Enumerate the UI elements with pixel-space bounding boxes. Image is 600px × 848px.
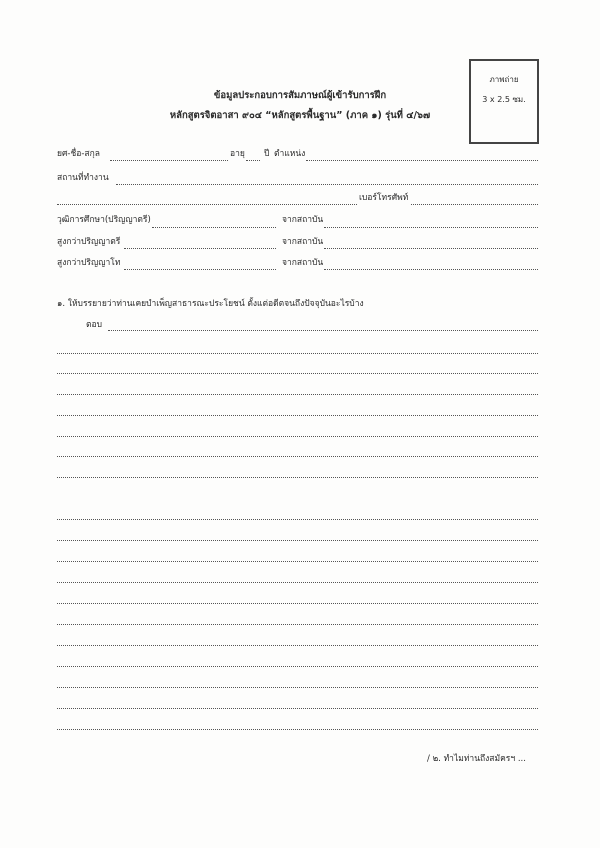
position-field[interactable]: [306, 160, 538, 161]
edu-bachelor-field[interactable]: [152, 227, 276, 228]
edu-doctor-label: สูงกว่าปริญญาโท: [57, 258, 121, 268]
answer-line[interactable]: [57, 456, 538, 457]
answer-line[interactable]: [57, 561, 538, 562]
position-label: ตำแหน่ง: [274, 149, 306, 159]
answer-line[interactable]: [57, 624, 538, 625]
answer-line[interactable]: [57, 687, 538, 688]
answer-line[interactable]: [57, 519, 538, 520]
workplace-field[interactable]: [116, 184, 538, 185]
photo-box: [469, 59, 539, 144]
institution-label-2: จากสถาบัน: [282, 237, 324, 247]
answer-line[interactable]: [57, 373, 538, 374]
phone-label: เบอร์โทรศัพท์: [359, 193, 409, 203]
institution-label-3: จากสถาบัน: [282, 258, 324, 268]
answer-line[interactable]: [57, 666, 538, 667]
workplace-label: สถานที่ทำงาน: [57, 173, 109, 183]
age-label: อายุ: [230, 149, 245, 159]
answer-line[interactable]: [57, 582, 538, 583]
photo-size: 3 x 2.5 ซม.: [482, 95, 526, 104]
year-label: ปี: [264, 149, 270, 159]
answer-line[interactable]: [57, 603, 538, 604]
answer-line[interactable]: [57, 708, 538, 709]
workplace-field-continued[interactable]: [57, 204, 357, 205]
phone-field[interactable]: [411, 204, 538, 205]
answer-line[interactable]: [57, 394, 538, 395]
photo-label: ภาพถ่าย: [489, 75, 519, 84]
answer-line[interactable]: [57, 477, 538, 478]
answer-line[interactable]: [57, 415, 538, 416]
answer-line[interactable]: [57, 540, 538, 541]
age-field[interactable]: [246, 160, 260, 161]
next-page-note: / ๒. ทำไมท่านถึงสมัครฯ ...: [427, 754, 526, 764]
form-subtitle: หลักสูตรจิตอาสา ๙๐๔ “หลักสูตรพื้นฐาน” (ภาค ๑) รุ่นที่ ๔/๖๗: [169, 110, 431, 121]
institution-field-1[interactable]: [324, 227, 538, 228]
edu-master-field[interactable]: [124, 248, 276, 249]
answer-line[interactable]: [57, 353, 538, 354]
answer-line[interactable]: [57, 729, 538, 730]
name-label: ยศ-ชื่อ-สกุล: [57, 149, 100, 159]
question-1-text: ๑. ให้บรรยายว่าท่านเคยบำเพ็ญสาธารณะประโยชน์ ตั้งแต่อดีตจนถึงปัจจุบันอะไรบ้าง: [57, 299, 364, 309]
edu-master-label: สูงกว่าปริญญาตรี: [57, 237, 121, 247]
edu-bachelor-label: วุฒิการศึกษา(ปริญญาตรี): [57, 215, 151, 225]
answer-line[interactable]: [108, 330, 538, 331]
institution-field-2[interactable]: [324, 248, 538, 249]
institution-label-1: จากสถาบัน: [282, 215, 324, 225]
answer-line[interactable]: [57, 436, 538, 437]
answer-label: ตอบ: [86, 320, 103, 330]
form-title: ข้อมูลประกอบการสัมภาษณ์ผู้เข้ารับการฝึก: [213, 90, 387, 101]
institution-field-3[interactable]: [324, 269, 538, 270]
name-field[interactable]: [110, 160, 228, 161]
answer-line[interactable]: [57, 645, 538, 646]
edu-doctor-field[interactable]: [124, 269, 276, 270]
